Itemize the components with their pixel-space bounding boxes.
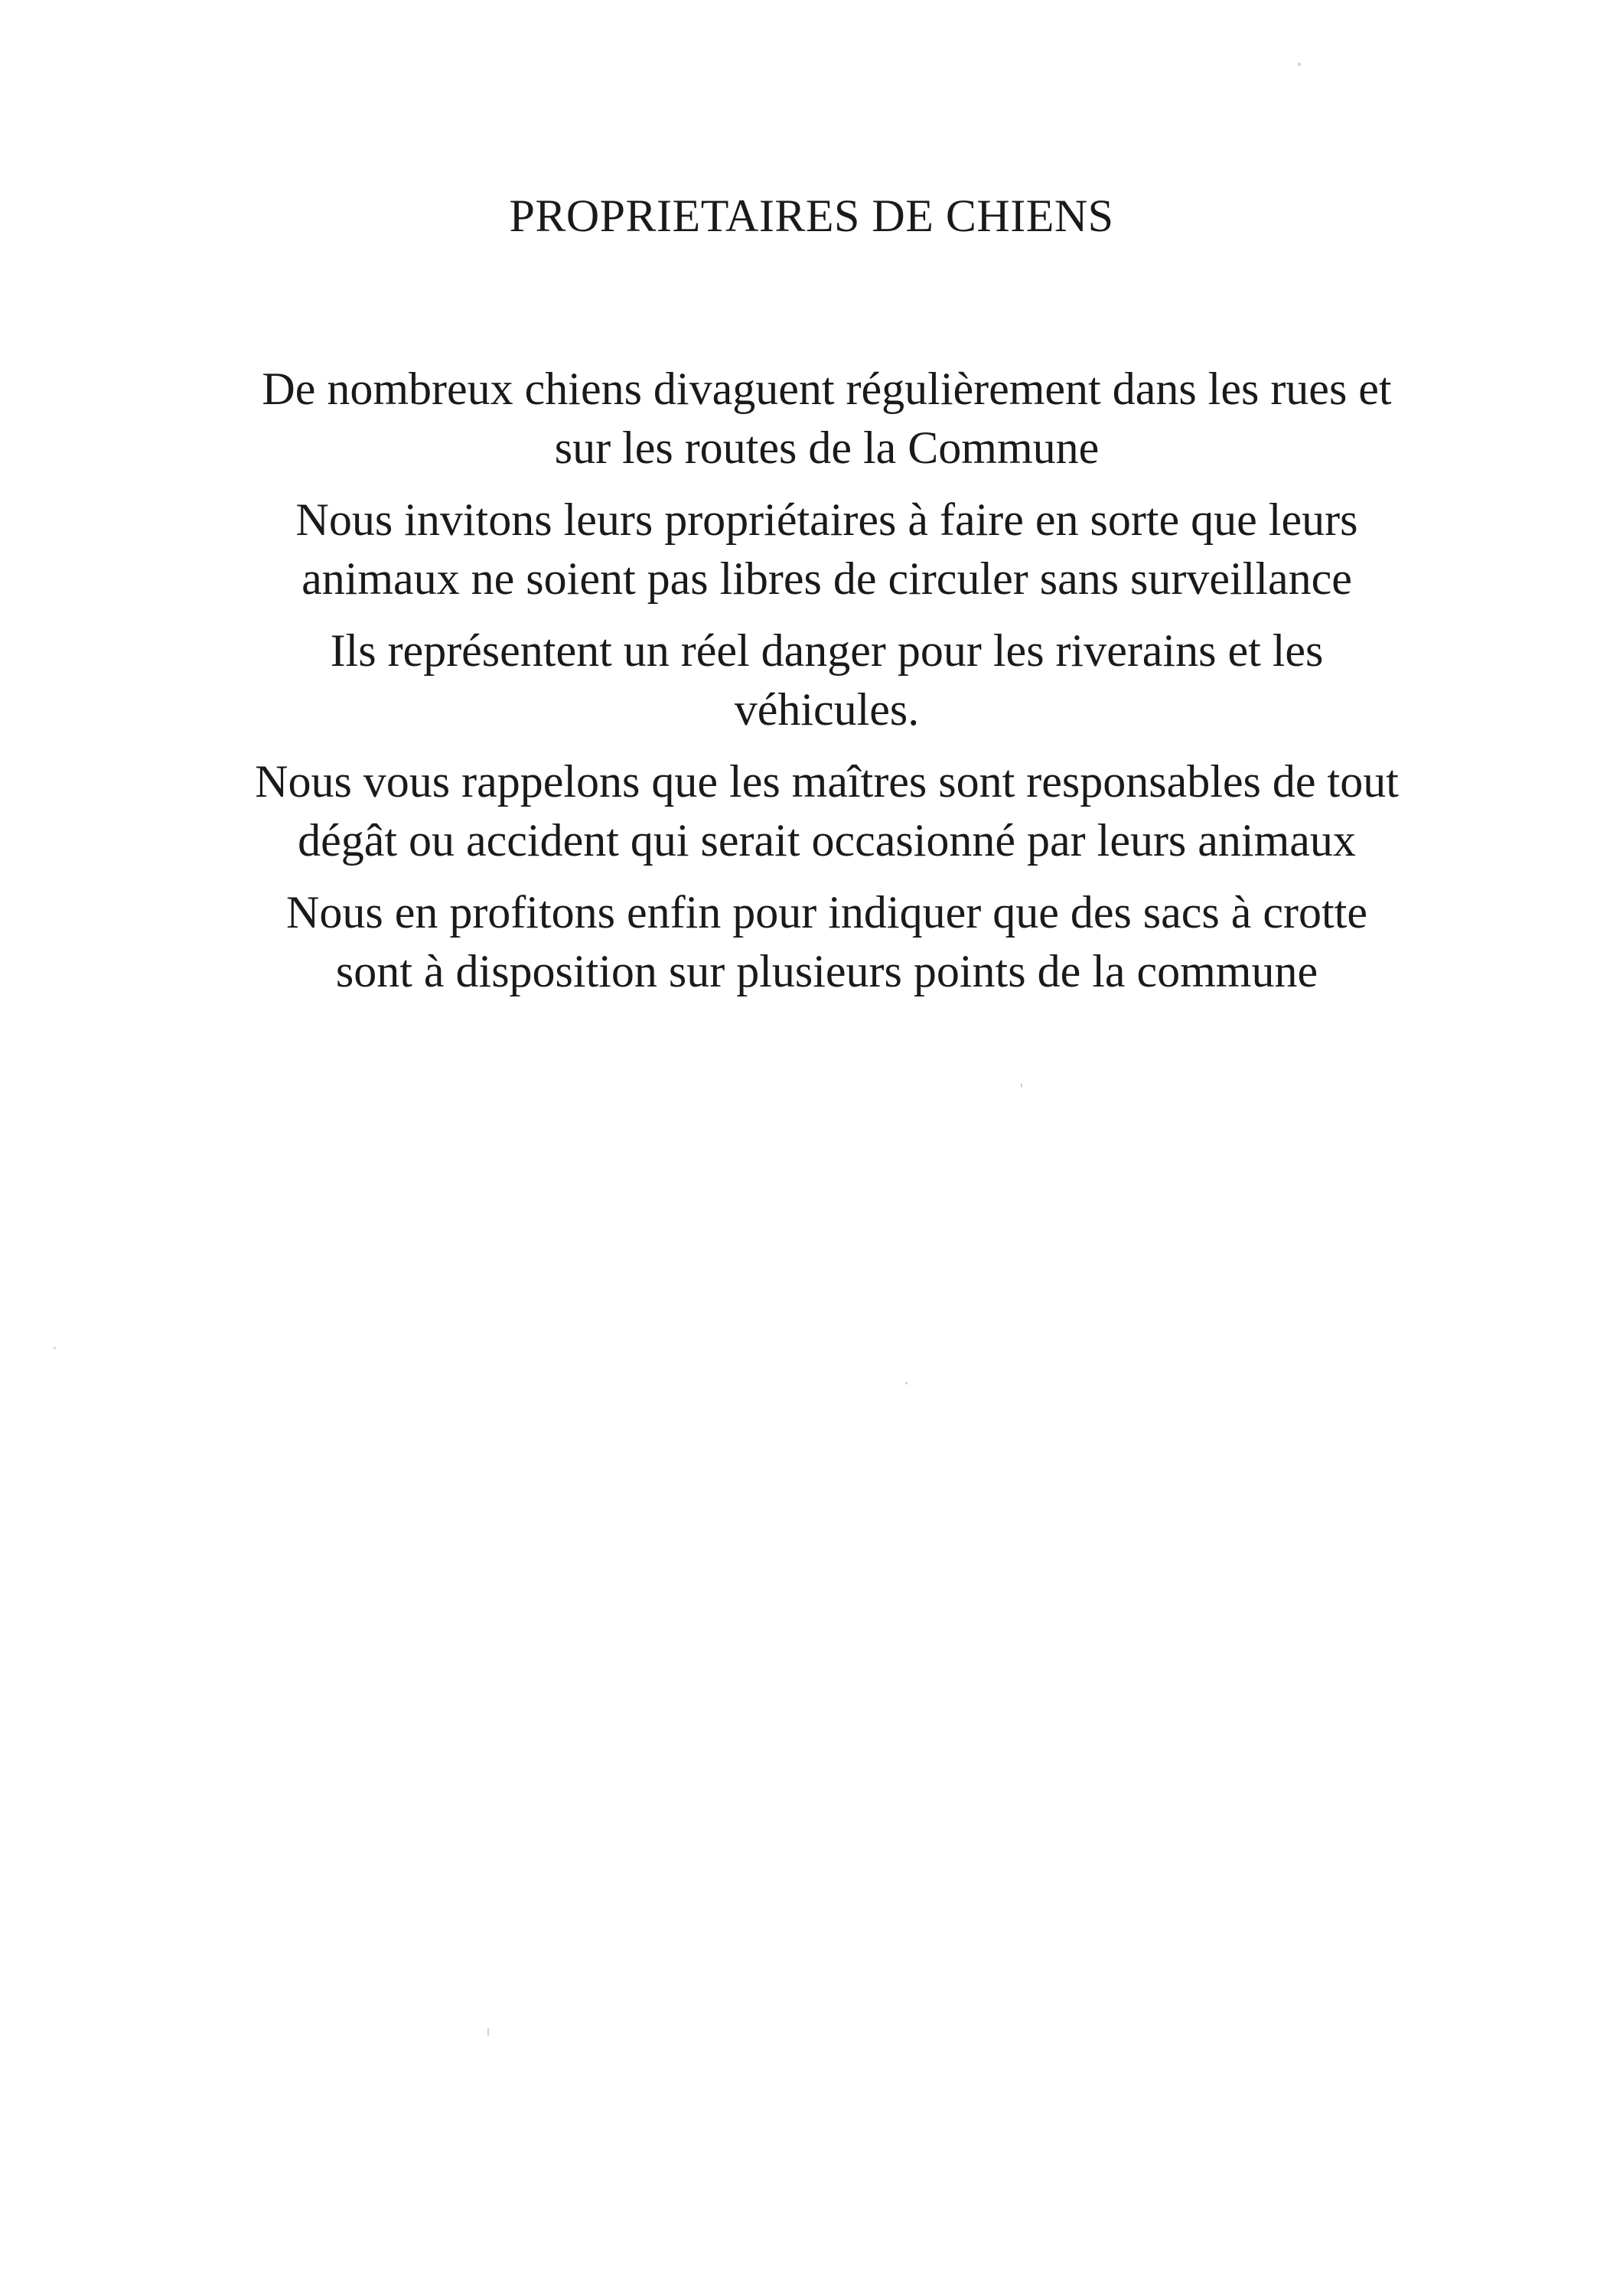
paragraph-line: Nous invitons leurs propriétaires à faire en sorte que leurs	[295, 494, 1358, 545]
paragraph-line: dégât ou accident qui serait occasionné par leurs animaux	[298, 815, 1356, 866]
document-body	[122, 360, 1531, 1014]
paragraph-stray-dogs	[122, 360, 1531, 478]
paragraph-line: animaux ne soient pas libres de circuler sans surveillance	[301, 553, 1352, 604]
scan-speck	[487, 2028, 489, 2036]
paragraph-line: De nombreux chiens divaguent régulièrement dans les rues et	[262, 364, 1392, 414]
scan-speck	[1021, 1083, 1022, 1088]
scan-speck	[54, 1347, 56, 1349]
paragraph-owners-invitation	[122, 491, 1531, 608]
paragraph-line: Nous en profitons enfin pour indiquer que des sacs à crotte	[286, 887, 1367, 938]
paragraph-line: sur les routes de la Commune	[554, 422, 1100, 473]
paragraph-line: sont à disposition sur plusieurs points de la commune	[335, 946, 1318, 996]
scan-speck	[1298, 63, 1301, 66]
paragraph-danger	[122, 621, 1531, 739]
paragraph-line: Ils représentent un réel danger pour les riverains et les	[330, 625, 1324, 676]
document-title: PROPRIETAIRES DE CHIENS	[509, 191, 1114, 241]
paragraph-line: véhicules.	[734, 684, 920, 735]
paragraph-waste-bags	[122, 883, 1531, 1001]
scan-speck	[905, 1382, 908, 1384]
paragraph-line: Nous vous rappelons que les maîtres sont responsables de tout	[255, 756, 1399, 807]
paragraph-responsibility	[122, 752, 1531, 870]
